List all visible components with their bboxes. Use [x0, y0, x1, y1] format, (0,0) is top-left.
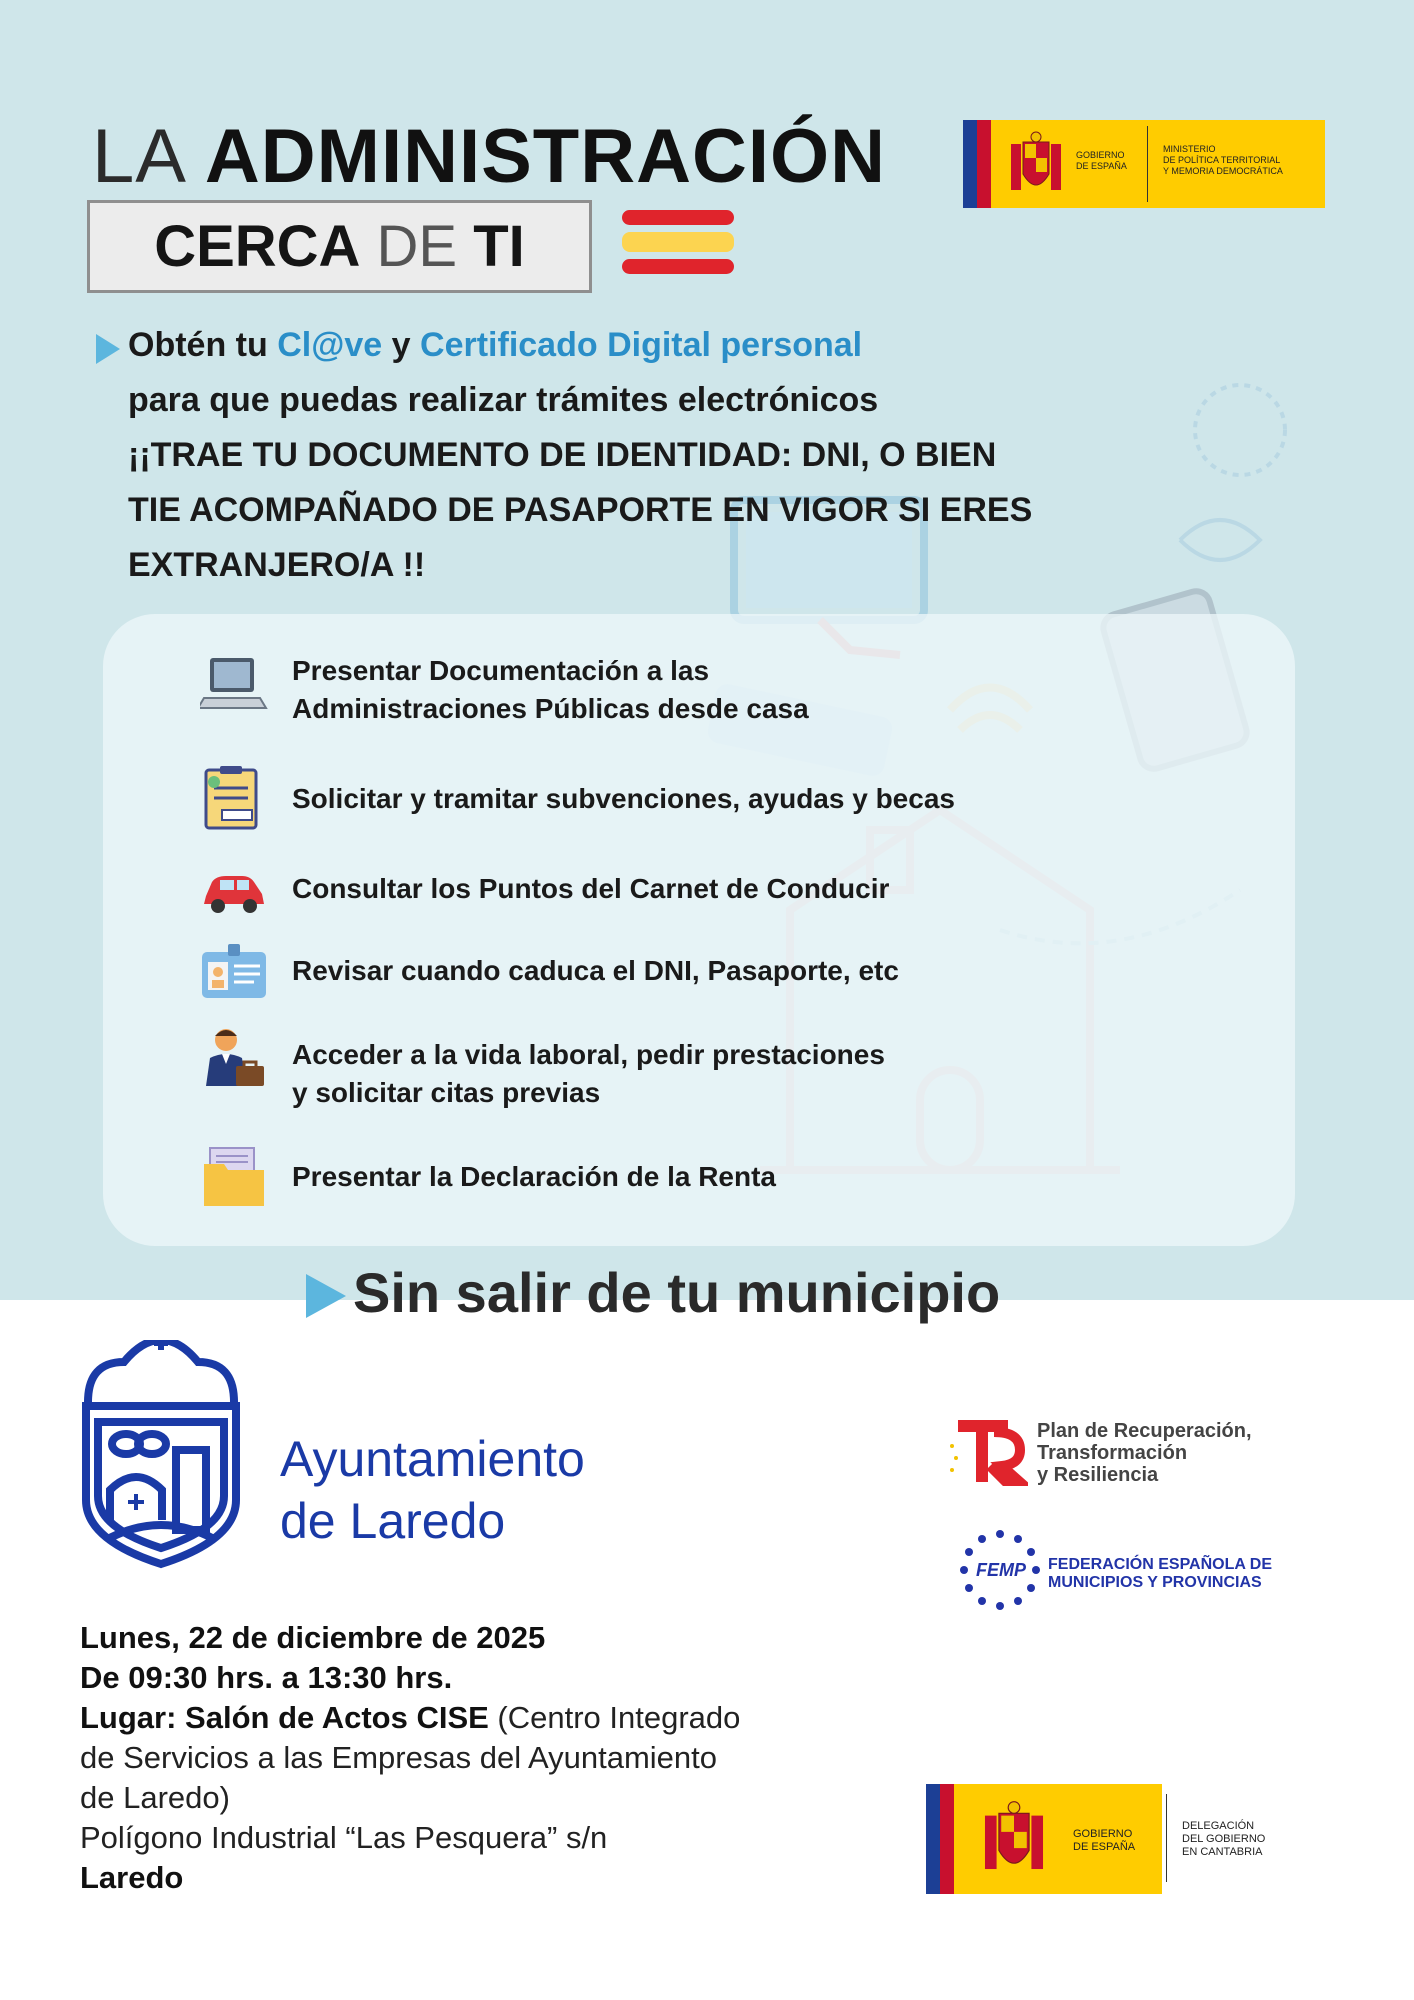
bullet-arrow-icon [96, 334, 120, 364]
ayuntamiento-line-2: de Laredo [280, 1493, 506, 1549]
laredo-coat-of-arms-icon [76, 1340, 246, 1570]
event-place-detail-2: de Servicios a las Empresas del Ayuntamiento [80, 1740, 717, 1775]
event-info [80, 1618, 840, 1898]
service-item [292, 652, 809, 728]
subtitle-box [87, 200, 592, 293]
femp-badge: FEMP [976, 1560, 1027, 1580]
ministerio-text: MINISTERIO DE POLÍTICA TERRITORIAL Y MEMORIA DEMOCRÁTICA [1163, 144, 1283, 176]
prtr-text [1037, 1420, 1252, 1486]
clipboard-icon [200, 764, 268, 832]
subtitle-cerca: CERCA [154, 214, 361, 279]
certificado-highlight: Certificado Digital personal [420, 326, 863, 364]
service-item [292, 870, 889, 908]
title-word-la: LA [92, 114, 183, 199]
coat-of-arms-icon [1005, 130, 1067, 200]
event-time: De 09:30 hrs. a 13:30 hrs. [80, 1660, 453, 1695]
id-card-icon [200, 938, 268, 1006]
delegacion-sep [1166, 1794, 1167, 1882]
car-icon [200, 856, 268, 924]
coat-of-arms-icon [978, 1798, 1050, 1882]
sin-salir-heading: Sin salir de tu municipio [353, 1261, 1001, 1324]
event-date: Lunes, 22 de diciembre de 2025 [80, 1620, 546, 1655]
intro-y: y [391, 326, 411, 364]
intro-line-3: ¡¡TRAE TU DOCUMENTO DE IDENTIDAD: DNI, O BIEN [128, 436, 997, 474]
event-address: Polígono Industrial “Las Pesquera” s/n [80, 1820, 608, 1855]
subtitle-de: DE [376, 214, 458, 279]
service-text: y solicitar citas previas [292, 1077, 601, 1108]
service-text: Revisar cuando caduca el DNI, Pasaporte, etc [292, 955, 899, 986]
laptop-icon [200, 650, 268, 718]
subtitle-ti: TI [473, 214, 525, 279]
delegacion-text: DELEGACIÓN DEL GOBIERNO EN CANTABRIA [1182, 1820, 1266, 1858]
delegacion-logo [926, 1784, 1162, 1894]
service-text: Solicitar y tramitar subvenciones, ayudas y becas [292, 783, 955, 814]
service-text: Presentar la Declaración de la Renta [292, 1161, 776, 1192]
gobierno-text: GOBIERNO DE ESPAÑA [1076, 150, 1127, 171]
title-word-administracion: ADMINISTRACIÓN [204, 114, 886, 199]
femp-line-2: MUNICIPIOS Y PROVINCIAS [1048, 1574, 1262, 1591]
intro-line-4: TIE ACOMPAÑADO DE PASAPORTE EN VIGOR SI ERES [128, 491, 1033, 529]
ministry-logo [963, 120, 1325, 208]
gobierno-text: GOBIERNO DE ESPAÑA [1073, 1828, 1136, 1853]
event-place-detail: (Centro Integrado [488, 1700, 741, 1735]
intro-text [128, 318, 1208, 593]
femp-text [1048, 1556, 1272, 1592]
ayuntamiento-line-1: Ayuntamiento [280, 1431, 585, 1487]
clave-highlight: Cl@ve [277, 326, 383, 364]
service-text: Consultar los Puntos del Carnet de Conducir [292, 873, 890, 904]
event-place-detail-3: de Laredo) [80, 1780, 230, 1815]
page-title [92, 112, 886, 202]
ayuntamiento-name [280, 1428, 585, 1552]
bullet-arrow-icon [306, 1274, 346, 1318]
service-item [292, 1036, 885, 1112]
worker-briefcase-icon [200, 1024, 268, 1092]
service-text: Presentar Documentación a las [292, 655, 710, 686]
service-item [292, 952, 899, 990]
service-text: Acceder a la vida laboral, pedir prestaciones [292, 1039, 885, 1070]
prtr-logo-icon [944, 1416, 1028, 1486]
event-city: Laredo [80, 1860, 184, 1895]
intro-obten: Obtén tu [128, 326, 268, 364]
service-item [292, 780, 955, 818]
service-item [292, 1158, 776, 1196]
spain-flag-stripes [622, 210, 734, 281]
folder-icon [200, 1142, 268, 1210]
prtr-line-1: Plan de Recuperación, [1037, 1420, 1252, 1442]
event-place-label: Lugar: Salón de Actos CISE [80, 1700, 489, 1735]
intro-line-2: para que puedas realizar trámites electrónicos [128, 381, 879, 419]
prtr-line-2: Transformación [1037, 1442, 1188, 1464]
prtr-line-3: y Resiliencia [1037, 1464, 1159, 1486]
service-text: Administraciones Públicas desde casa [292, 693, 809, 724]
intro-line-5: EXTRANJERO/A !! [128, 546, 426, 584]
femp-line-1: FEDERACIÓN ESPAÑOLA DE [1048, 1556, 1273, 1573]
femp-logo [958, 1528, 1042, 1612]
